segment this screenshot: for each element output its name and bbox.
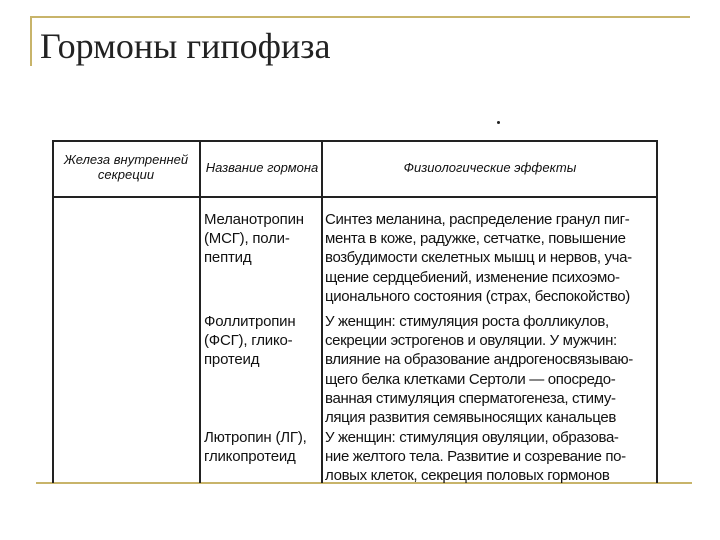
header-hormone-name: Название гормона [205,160,319,175]
header-effects: Физиологические эффекты [403,160,577,175]
scan-dot-mark [497,121,500,124]
effects-lutropin: У женщин: стимуляция овуляции, образова- ние желтого тела. Развитие и созревание по- ловых клеток, секреция половых гормонов [325,429,626,485]
header-gland: Железа внутренней секреции [63,152,189,182]
hormone-name-melanotropin: Меланотропин (МСГ), поли- пептид [204,211,304,267]
slide-title: Гормоны гипофиза [40,26,331,66]
slide-top-rule [30,16,690,18]
column-divider [199,142,201,483]
hormone-name-lutropin: Лютропин (ЛГ), гликопротеид [204,429,307,466]
effects-follitropin: У женщин: стимуляция роста фолликулов, секреции эстрогенов и овуляции. У мужчин: влияние на образование андрогеносвязываю- щего белка клетками Сертоли — опосредо- ванная стимуляция сперматогенеза, стиму- ляция развития семявыносящих канальцев [325,313,633,427]
table-header-row [54,142,656,198]
slide-left-rule [30,16,32,66]
effects-melanotropin: Синтез меланина, распределение гранул пиг- мента в коже, радужке, сетчатке, повышение возбудимости скелетных мышц и нервов, уча- щение сердцебиений, изменение психоэмо- ционального состояния (страх, беспокойство) [325,211,632,305]
hormone-name-follitropin: Фоллитропин (ФСГ), глико- протеид [204,313,296,369]
hormone-table [52,140,658,483]
